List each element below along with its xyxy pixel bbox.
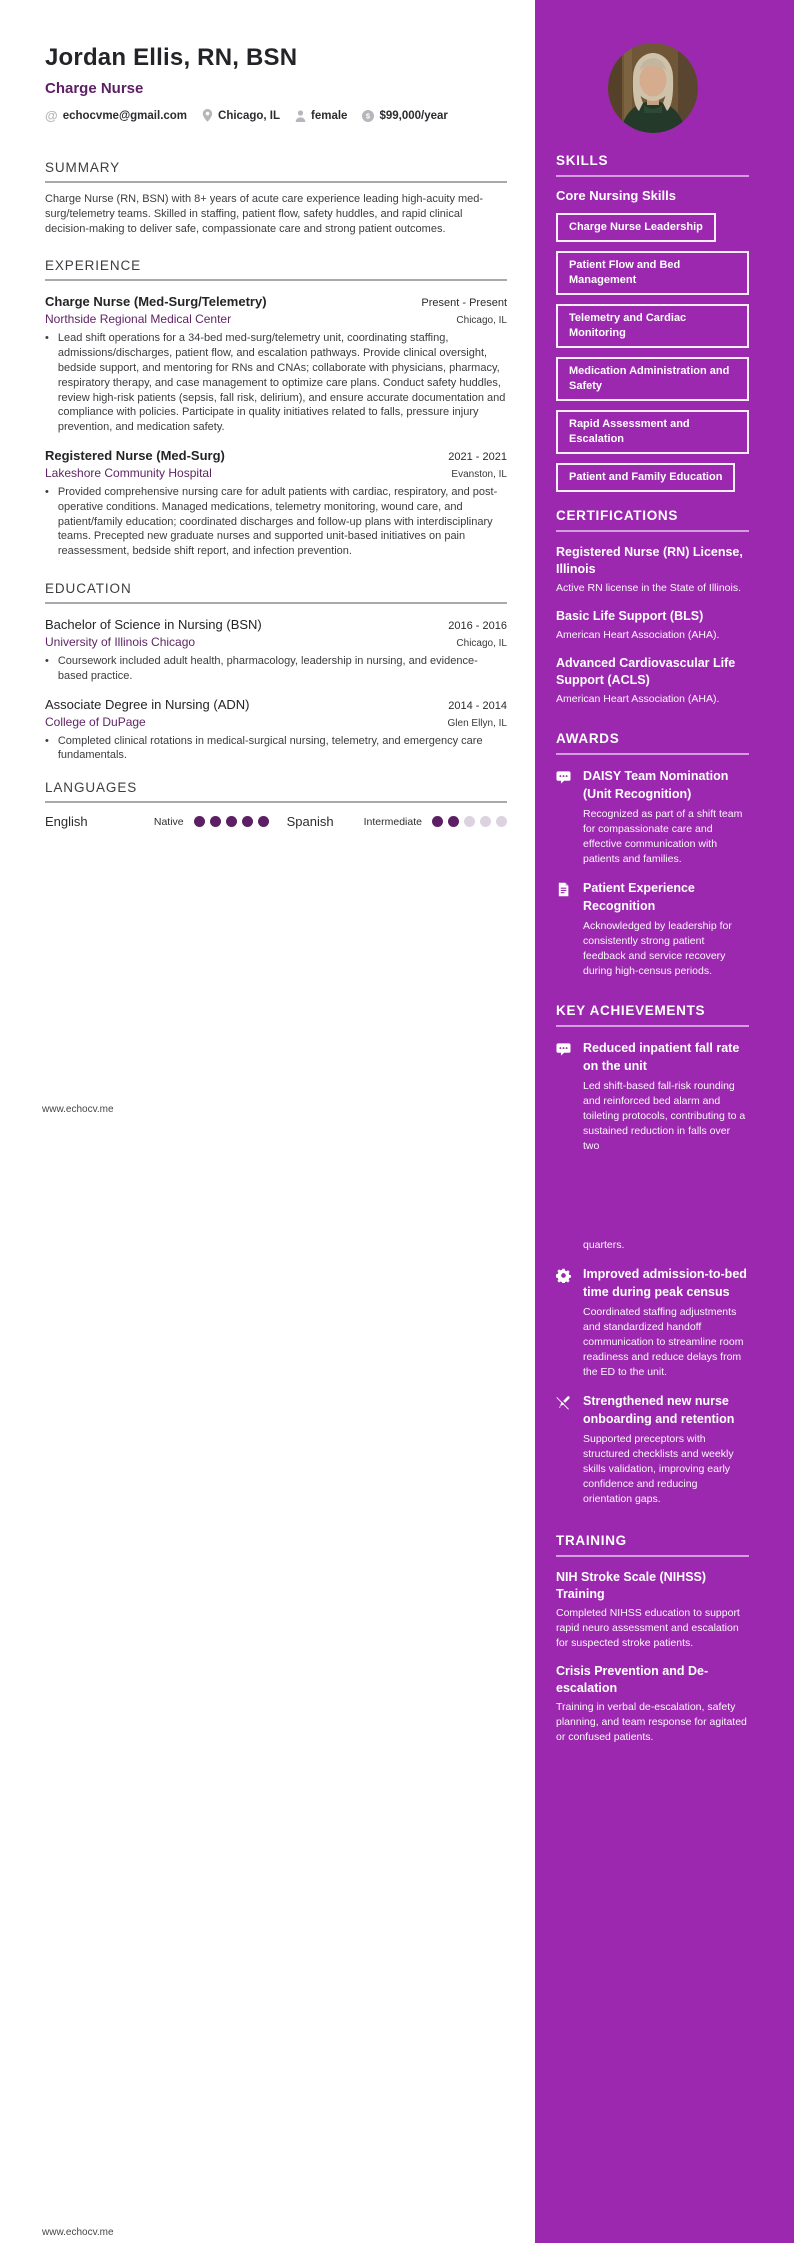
school-location: Glen Ellyn, IL [447,717,507,729]
bullet-marker: • [45,332,49,345]
language-proficiency-dots [194,816,269,827]
page-break-spacer [583,1154,749,1238]
education-entry [45,697,507,764]
training-heading: TRAINING [556,1533,627,1548]
bullet-marker: • [45,654,49,667]
certification-description: Active RN license in the State of Illinois. [556,582,742,594]
skill-tag: Medication Administration and Safety [556,357,749,401]
location-pin-icon [202,109,213,122]
skills-group-title: Core Nursing Skills [556,188,676,203]
achievement-description-page1: Led shift-based fall-risk rounding and reinforced bed alarm and toileting protocols, contributing to a sustained reduction in falls over two [583,1080,746,1152]
dollar-circle-icon [362,110,374,122]
key-achievements-divider [556,1025,749,1027]
contact-salary [362,110,447,122]
certifications-heading: CERTIFICATIONS [556,508,679,523]
achievement-title: Improved admission-to-bed time during peak census [583,1267,747,1299]
sidebar [535,0,794,2243]
contact-gender [295,110,347,122]
summary-text: Charge Nurse (RN, BSN) with 8+ years of acute care experience leading high-acuity med-surg/telemetry teams. Skilled in staffing, patient flow, safety huddles, and rapid clinical decision-making to deliver safe, compassionate care and strong patient outcomes. [45,193,484,235]
summary-section [45,160,507,236]
achievement-description [583,1079,749,1253]
achievement-title: Strengthened new nurse onboarding and retention [583,1394,735,1426]
achievement-description-page2: quarters. [583,1239,625,1251]
email-icon: @ [45,108,58,123]
contact-salary-text: $99,000/year [379,109,448,122]
bullet-marker: • [45,485,49,498]
awards-section [556,731,749,979]
language-level: Intermediate [363,815,422,828]
skills-section [556,153,749,492]
job-company-link[interactable]: Northside Regional Medical Center [45,312,232,327]
job-company-link[interactable]: Lakeshore Community Hospital [45,465,212,480]
contact-gender-text: female [311,109,348,122]
footer-url[interactable]: www.echocv.me [42,1104,114,1115]
languages-section [45,780,507,829]
languages-divider [45,801,507,803]
training-section [556,1533,749,1745]
degree-title: Bachelor of Science in Nursing (BSN) [45,616,262,632]
awards-divider [556,753,749,755]
skill-tag: Rapid Assessment and Escalation [556,410,749,454]
skill-tag: Patient and Family Education [556,463,735,492]
person-icon [295,110,306,122]
school-location: Chicago, IL [456,637,507,649]
chat-bubble-icon [556,1040,583,1075]
skill-tag: Charge Nurse Leadership [556,213,716,242]
skills-divider [556,175,749,177]
degree-dates: 2014 - 2014 [448,699,507,712]
language-level: Native [153,815,184,828]
language-proficiency-dots [432,816,507,827]
avatar [608,43,698,133]
certification-title: Registered Nurse (RN) License, Illinois [556,545,743,576]
job-dates: 2021 - 2021 [448,450,507,463]
contact-row [45,108,507,123]
languages-heading: LANGUAGES [45,780,138,796]
footer-url[interactable]: www.echocv.me [42,2227,114,2238]
svg-text:$: $ [366,111,371,121]
achievement-item [556,1040,749,1253]
experience-entry [45,294,507,435]
school-link[interactable]: College of DuPage [45,714,146,729]
degree-title: Associate Degree in Nursing (ADN) [45,696,250,712]
language-name: Spanish [286,814,334,830]
education-bullet-text: Coursework included adult health, pharmacology, leadership in nursing, and evidence-based practice. [57,654,478,682]
skill-tag: Patient Flow and Bed Management [556,251,749,295]
certification-description: American Heart Association (AHA). [556,693,720,705]
education-bullet-text: Completed clinical rotations in medical-surgical nursing, telemetry, and emergency care fundamentals. [57,734,483,762]
training-title: Crisis Prevention and De-escalation [556,1664,709,1695]
key-achievements-section [556,1003,749,1507]
job-title: Registered Nurse (Med-Surg) [45,447,225,463]
contact-email[interactable] [45,108,187,123]
training-description: Completed NIHSS education to support rapid neuro assessment and escalation for suspected stroke patients. [556,1607,740,1649]
candidate-name: Jordan Ellis, RN, BSN [45,44,298,71]
summary-divider [45,181,507,183]
award-item [556,880,749,979]
chat-bubble-icon [556,768,583,803]
summary-heading: SUMMARY [45,160,121,175]
job-title: Charge Nurse (Med-Surg/Telemetry) [45,294,267,310]
skill-tag: Telemetry and Cardiac Monitoring [556,304,749,348]
certifications-section [556,508,749,707]
language-name: English [45,814,88,830]
achievement-description: Supported preceptors with structured checklists and weekly skills validation, improving early confidence and reducing orientation gaps. [583,1433,734,1505]
job-bullet-text: Lead shift operations for a 34-bed med-surg/telemetry unit, coordinating staffing, admissions/discharges, patient flow, and escalation pathways. Provide clinical oversight, bedside support, and mentoring for RNs and CNAs; collaborate with physicians, pharmacy, respiratory therapy, and case management to optimize care plans. Conduct safety huddles, review high-risk patients (sepsis, fall risk, delirium), and ensure accurate documentation and compliance with policies. Participate in quality initiatives related to falls, pressure injury prevention, and medication safety. [57,332,506,434]
school-link[interactable]: University of Illinois Chicago [45,634,196,649]
achievement-item [556,1266,749,1380]
award-description: Recognized as part of a shift team for compassionate care and effective communication with patients and families. [583,808,743,865]
achievement-title: Reduced inpatient fall rate on the unit [583,1041,740,1073]
pen-off-icon [556,1393,583,1428]
award-title: Patient Experience Recognition [583,881,695,913]
experience-heading: EXPERIENCE [45,258,142,274]
contact-location [202,109,280,122]
achievement-item [556,1393,749,1507]
key-achievements-heading: KEY ACHIEVEMENTS [556,1003,706,1018]
job-location: Evanston, IL [451,468,507,480]
bullet-marker: • [45,734,49,747]
experience-entry [45,448,507,559]
certification-description: American Heart Association (AHA). [556,629,720,641]
training-description: Training in verbal de-escalation, safety planning, and team response for agitated or confused patients. [556,1701,747,1743]
education-entry [45,617,507,684]
achievement-description: Coordinated staffing adjustments and standardized handoff communication to streamline room readiness and reduce delays from the ED to the unit. [583,1306,744,1378]
education-divider [45,602,507,604]
award-description: Acknowledged by leadership for consistently strong patient feedback and service recovery during high-census periods. [583,920,732,977]
award-title: DAISY Team Nomination (Unit Recognition) [583,769,729,801]
candidate-headline: Charge Nurse [45,80,144,97]
experience-section [45,258,507,559]
gear-icon [556,1266,583,1301]
award-item [556,768,749,867]
education-section [45,581,507,763]
job-dates: Present - Present [421,297,507,310]
certifications-divider [556,530,749,532]
awards-heading: AWARDS [556,731,620,746]
training-title: NIH Stroke Scale (NIHSS) Training [556,1570,707,1601]
skills-heading: SKILLS [556,153,609,168]
education-heading: EDUCATION [45,580,132,596]
degree-dates: 2016 - 2016 [448,619,507,632]
main-column [45,0,507,829]
languages-row [45,814,507,829]
job-location: Chicago, IL [456,315,507,327]
contact-location-text: Chicago, IL [218,109,281,122]
training-divider [556,1555,749,1557]
certification-title: Basic Life Support (BLS) [556,609,704,623]
certification-title: Advanced Cardiovascular Life Support (ACLS) [556,656,736,687]
document-icon [556,880,583,915]
contact-email-text: echocvme@gmail.com [62,109,188,122]
job-bullet-text: Provided comprehensive nursing care for adult patients with cardiac, respiratory, and post-operative conditions. Managed medications, telemetry monitoring, wound care, and patient/family education; coordinated discharges and follow-up plans with interdisciplinary teams. Precepted new graduate nurses and supported unit-based initiatives on pain reassessment, bedside shift report, and infection prevention. [57,485,498,558]
experience-divider [45,279,507,281]
